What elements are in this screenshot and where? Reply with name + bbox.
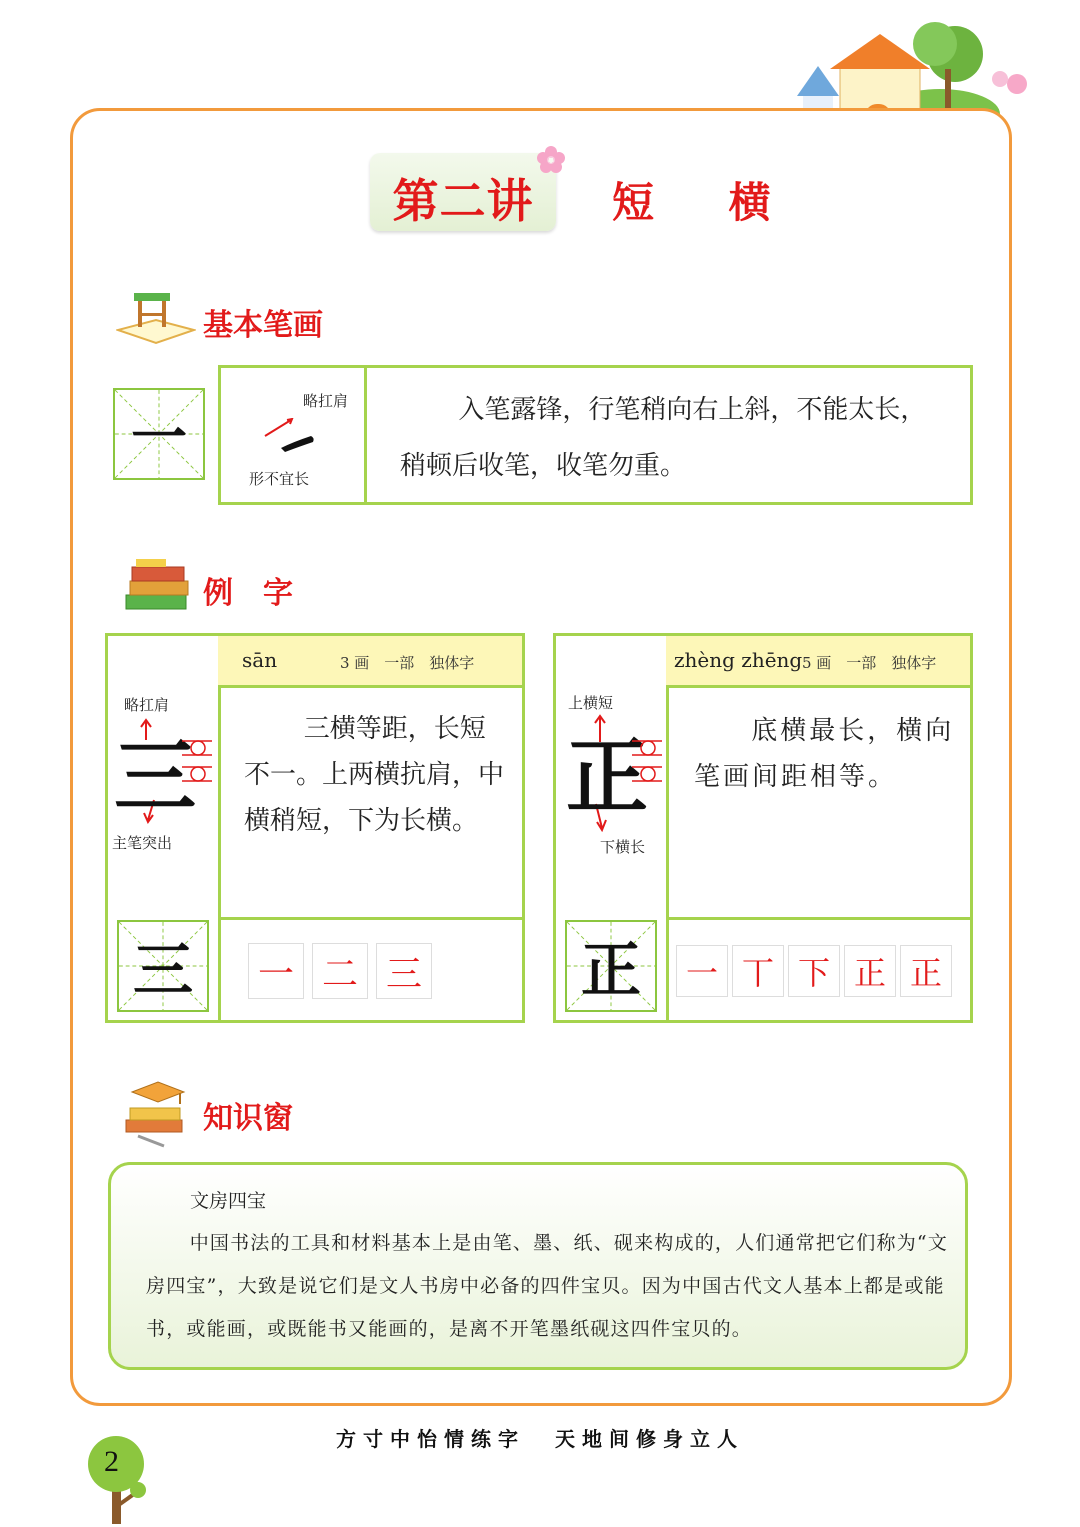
example-card-header xyxy=(666,636,970,688)
sequence-cell xyxy=(732,945,784,997)
knowledge-body: 中国书法的工具和材料基本上是由笔、墨、纸、砚来构成的，人们通常把它们称为“文房四宝”，大致是说它们是文人书房中必备的四件宝贝。因为中国古代文人基本上都是或能书，或能画，或既能书又能画的，是离不开笔墨纸砚这四件宝贝的。 xyxy=(146,1232,949,1340)
motto-right: 天地间修身立人 xyxy=(555,1427,744,1451)
lesson-badge xyxy=(370,153,556,231)
example-card-header xyxy=(218,636,522,688)
pinyin: zhèng zhēng xyxy=(674,648,803,672)
char-meta: 3 画 一部 独体字 xyxy=(340,654,475,672)
sequence-step: 正 xyxy=(853,954,886,992)
sequence-step: 二 xyxy=(321,953,358,995)
sequence-cell xyxy=(844,945,896,997)
stroke-sequence xyxy=(248,943,432,999)
sequence-cell xyxy=(376,943,432,999)
spacing-markers xyxy=(178,738,216,790)
example-char: 三 xyxy=(114,730,197,825)
section-title-basic-stroke: 基本笔画 xyxy=(203,308,323,343)
stroke-diagram xyxy=(221,368,367,502)
section-title-examples: 例 字 xyxy=(203,576,293,611)
books-icon xyxy=(122,555,194,617)
sequence-step: 下 xyxy=(797,954,830,992)
stroke-label-top: 略扛肩 xyxy=(303,392,349,410)
page-number: 2 xyxy=(104,1445,119,1478)
flower-icon xyxy=(536,145,566,175)
lesson-topic: 短 横 xyxy=(612,178,801,227)
note-top: 略扛肩 xyxy=(124,696,170,714)
section-title-knowledge: 知识窗 xyxy=(203,1101,293,1136)
stroke-grid-char: 一 xyxy=(131,405,187,471)
sequence-cell xyxy=(676,945,728,997)
stroke-description-line1: 入笔露锋，行笔稍向右上斜，不能太长， xyxy=(458,395,927,425)
example-explanation: 三横等距，长短不一。上两横抗肩，中横稍短，下为长横。 xyxy=(244,714,505,836)
knowledge-title: 文房四宝 xyxy=(190,1190,267,1212)
sequence-cell xyxy=(248,943,304,999)
practice-grid-char: 三 xyxy=(133,936,193,1006)
note-bottom: 主笔突出 xyxy=(112,834,173,852)
example-char: 正 xyxy=(566,730,649,825)
practice-grid xyxy=(565,920,657,1012)
stroke-description xyxy=(396,382,956,494)
stroke-sequence xyxy=(676,945,952,997)
practice-grid-char: 正 xyxy=(581,936,641,1006)
example-explanation: 底横最长，横向笔画间距相等。 xyxy=(694,716,955,792)
pinyin: sān xyxy=(242,648,278,672)
sequence-step: 丅 xyxy=(741,954,774,992)
sequence-step: 一 xyxy=(685,954,718,992)
practice-grid xyxy=(117,920,209,1012)
graduation-books-icon xyxy=(118,1080,190,1148)
note-bottom: 下横长 xyxy=(600,838,646,856)
spacing-markers xyxy=(628,738,666,790)
stroke-label-bottom: 形不宜长 xyxy=(249,470,310,488)
char-meta: 5 画 一部 独体字 xyxy=(802,654,937,672)
sequence-step: 正 xyxy=(909,954,942,992)
sequence-cell xyxy=(312,943,368,999)
stroke-description-line2: 稍顿后收笔，收笔勿重。 xyxy=(400,451,687,481)
sequence-cell xyxy=(900,945,952,997)
stroke-practice-grid xyxy=(113,388,205,480)
sequence-step: 三 xyxy=(385,953,422,995)
lesson-number: 第二讲 xyxy=(392,174,534,228)
stroke-sample xyxy=(261,418,321,454)
sequence-cell xyxy=(788,945,840,997)
footer-motto xyxy=(0,1423,1080,1452)
motto-left: 方寸中怡情练字 xyxy=(336,1427,525,1451)
note-top: 上横短 xyxy=(568,694,614,712)
sequence-step: 一 xyxy=(257,953,294,995)
desk-book-icon xyxy=(116,285,196,345)
